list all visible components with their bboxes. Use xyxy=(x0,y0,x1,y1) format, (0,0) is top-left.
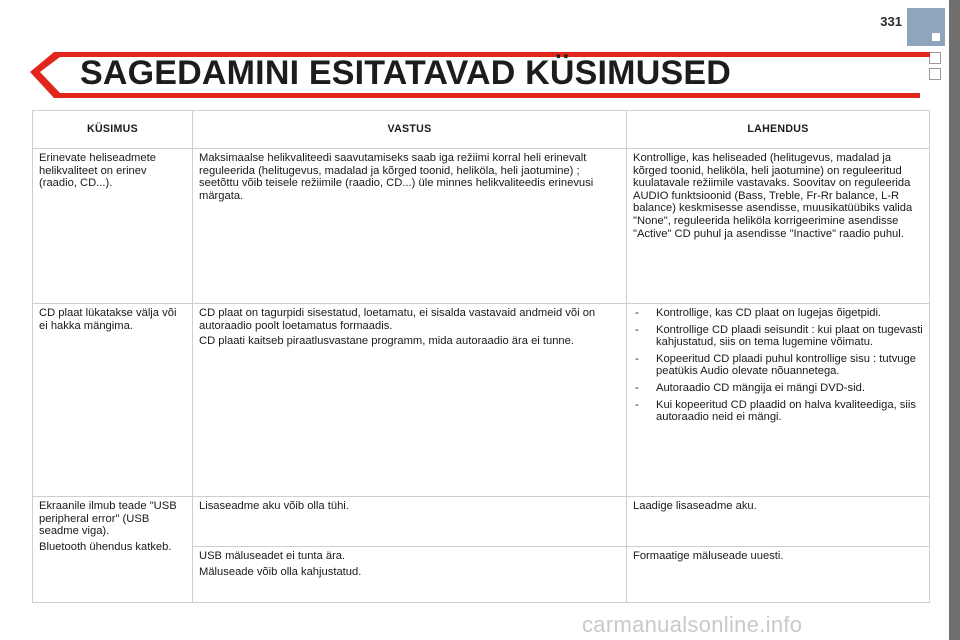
header-answer: VASTUS xyxy=(193,111,627,149)
header-question: KÜSIMUS xyxy=(33,111,193,149)
solution-list-item xyxy=(633,324,923,349)
list-dash: - xyxy=(635,381,639,394)
solution-list-text: Kopeeritud CD plaadi puhul kontrollige sisu : tutvuge peatükis Audio olevate nõuannetega. xyxy=(656,352,916,378)
answer-text: Maksimaalse helikvaliteedi saavutamiseks saab iga režiimi korral heli erinevalt reguleerida (helitugevus, madalad ja kõrged toonid, heliköla, heli jaotumine) ; seetõttu võib teisele režiimile (raadio, CD...) üle minnes helikvaliteedis erinevusi märgata. xyxy=(199,152,594,202)
list-dash: - xyxy=(635,323,639,336)
question-cell xyxy=(33,304,193,497)
table-row xyxy=(33,497,930,547)
answer-cell xyxy=(193,547,627,603)
list-dash: - xyxy=(635,307,639,319)
header-solution: LAHENDUS xyxy=(627,111,930,149)
faq-table xyxy=(32,110,930,603)
solution-text: Laadige lisaseadme aku. xyxy=(633,500,757,512)
answer-text: USB mäluseadet ei tunta ära. xyxy=(199,550,346,562)
solution-list-text: Kontrollige, kas CD plaat on lugejas õigetpidi. xyxy=(656,307,882,319)
page-title: SAGEDAMINI ESITATAVAD KÜSIMUSED xyxy=(80,54,731,92)
table-header-row xyxy=(33,111,930,149)
page-number: 331 xyxy=(880,14,902,29)
solution-list-item xyxy=(633,382,923,395)
solution-list-item xyxy=(633,399,923,424)
question-text: CD plaat lükatakse välja või ei hakka mängima. xyxy=(39,307,177,332)
question-text: Erinevate heliseadmete helikvaliteet on erinev (raadio, CD...). xyxy=(39,152,156,190)
solution-list-text: Autoraadio CD mängija ei mängi DVD-sid. xyxy=(656,381,865,394)
answer-cell xyxy=(193,497,627,547)
solution-cell xyxy=(627,497,930,547)
solution-cell xyxy=(627,547,930,603)
question-cell xyxy=(33,497,193,603)
solution-list-item xyxy=(633,353,923,378)
solution-text: Formaatige mäluseade uuesti. xyxy=(633,550,784,562)
solution-cell xyxy=(627,149,930,304)
solution-text: Kontrollige, kas heliseaded (helitugevus, madalad ja kõrged toonid, heliköla, heli jaotumine) on reguleeritud kuulatavale režiimile vastavaks. Soovitav on reguleerida AUDIO funktsioonid (Bass, Treble, Fr-Rr balance, L-R balance) keskmisesse asendisse, muusikatüübiks valida "None", reguleerida heliköla korrigeerimine asendisse "Active" CD puhul ja asendisse "Inactive" raadio puhul. xyxy=(633,152,913,240)
right-edge-rail xyxy=(949,0,960,640)
toc-checkbox-1[interactable] xyxy=(929,52,941,64)
question-text: Bluetooth ühendus katkeb. xyxy=(39,540,172,553)
chapter-tab-marker xyxy=(932,33,940,41)
answer-text: Mäluseade võib olla kahjustatud. xyxy=(199,565,362,578)
answer-text: CD plaati kaitseb piraatlusvastane programm, mida autoraadio ära ei tunne. xyxy=(199,335,574,348)
list-dash: - xyxy=(635,352,639,365)
solution-list-text: Kui kopeeritud CD plaadid on halva kvaliteediga, siis autoraadio neid ei mängi. xyxy=(656,398,916,424)
solution-list-text: Kontrollige CD plaadi seisundit : kui plaat on tugevasti kahjustatud, siis on tema lugemine võimatu. xyxy=(656,323,923,349)
table-row xyxy=(33,149,930,304)
chapter-tab[interactable] xyxy=(907,8,945,46)
answer-cell xyxy=(193,304,627,497)
watermark: carmanualsonline.info xyxy=(582,612,803,637)
solution-list-item xyxy=(633,307,923,320)
solution-cell xyxy=(627,304,930,497)
toc-checkbox-2[interactable] xyxy=(929,68,941,80)
answer-text: Lisaseadme aku võib olla tühi. xyxy=(199,500,349,512)
table-row xyxy=(33,304,930,497)
question-text: Ekraanile ilmub teade "USB peripheral error" (USB seadme viga). xyxy=(39,500,177,538)
question-cell xyxy=(33,149,193,304)
answer-cell xyxy=(193,149,627,304)
title-band xyxy=(30,50,930,102)
answer-text: CD plaat on tagurpidi sisestatud, loetamatu, ei sisalda vastavaid andmeid või on autoraadio poolt loetamatus formaadis. xyxy=(199,307,596,332)
list-dash: - xyxy=(635,398,639,411)
